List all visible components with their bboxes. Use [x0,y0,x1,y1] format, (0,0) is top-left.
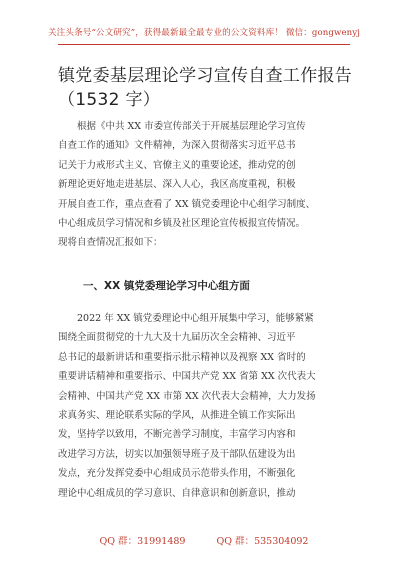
paragraph-line: 发点，充分发挥党委中心组成员示范带头作用，不断强化 [58,468,296,480]
paragraph-line: 总书记的最新讲话和重要指示批示精神以及视察 XX 省时的 [58,351,306,363]
paragraph-line: 理论中心组成员的学习意识、自律意识和创新意识，推动 [58,487,296,499]
footer-qq-group-2: QQ 群：535304092 [216,536,309,547]
paragraph-line: 根据《中共 XX 市委宣传部关于开展基层理论学习宣传 [58,121,306,132]
title-line-2: （1532 字） [58,90,161,110]
paragraph-line: 2022 年 XX 镇党委理论中心组开展集中学习，能够紧紧 [58,313,314,324]
section-heading: 一、XX 镇党委理论学习中心组方面 [83,280,250,292]
header-divider [58,44,350,45]
document-title [58,64,354,112]
paragraph-line: 开展自查工作，重点查看了 XX 镇党委理论中心组学习制度、 [58,198,316,210]
paragraph-line: 会精神、中国共产党 XX 市第 XX 次代表大会精神，大力发扬 [58,390,316,402]
paragraph-intro [58,117,354,253]
paragraph-line: 现将自查情况汇报如下： [58,237,163,249]
paragraph-line: 围绕全面贯彻党的十九大及十九届历次全会精神、习近平 [58,332,296,344]
footer-qq-group-1: QQ 群：31991489 [99,536,186,547]
title-line-1: 镇党委基层理论学习宣传自查工作报告 [58,66,353,86]
paragraph-line: 自查工作的通知》文件精神，为深入贯彻落实习近平总书 [58,140,296,152]
paragraph-line: 重要讲话精神和重要指示、中国共产党 XX 省第 XX 次代表大 [58,371,316,383]
footer-contacts [0,533,408,547]
paragraph-line: 新理论更好地走进基层、深入人心，我区高度重视，积极 [58,179,296,191]
paragraph-line: 中心组成员学习情况和乡镇及社区理论宣传板报宣传情况。 [58,218,306,230]
paragraph-line: 改进学习方法，切实以加强领导班子及干部队伍建设为出 [58,448,296,460]
paragraph-line: 发，坚持学以致用，不断完善学习制度，丰富学习内容和 [58,429,296,441]
header-banner: 关注头条号“公文研究”，获得最新最全最专业的公文资料库！ 微信：gongwenyj [47,28,361,38]
paragraph-line: 求真务实、理论联系实际的学风，从推进全镇工作实际出 [58,410,296,422]
paragraph-line: 记关于力戒形式主义、官僚主义的重要论述，推动党的创 [58,159,296,171]
paragraph-section-1 [58,309,354,503]
